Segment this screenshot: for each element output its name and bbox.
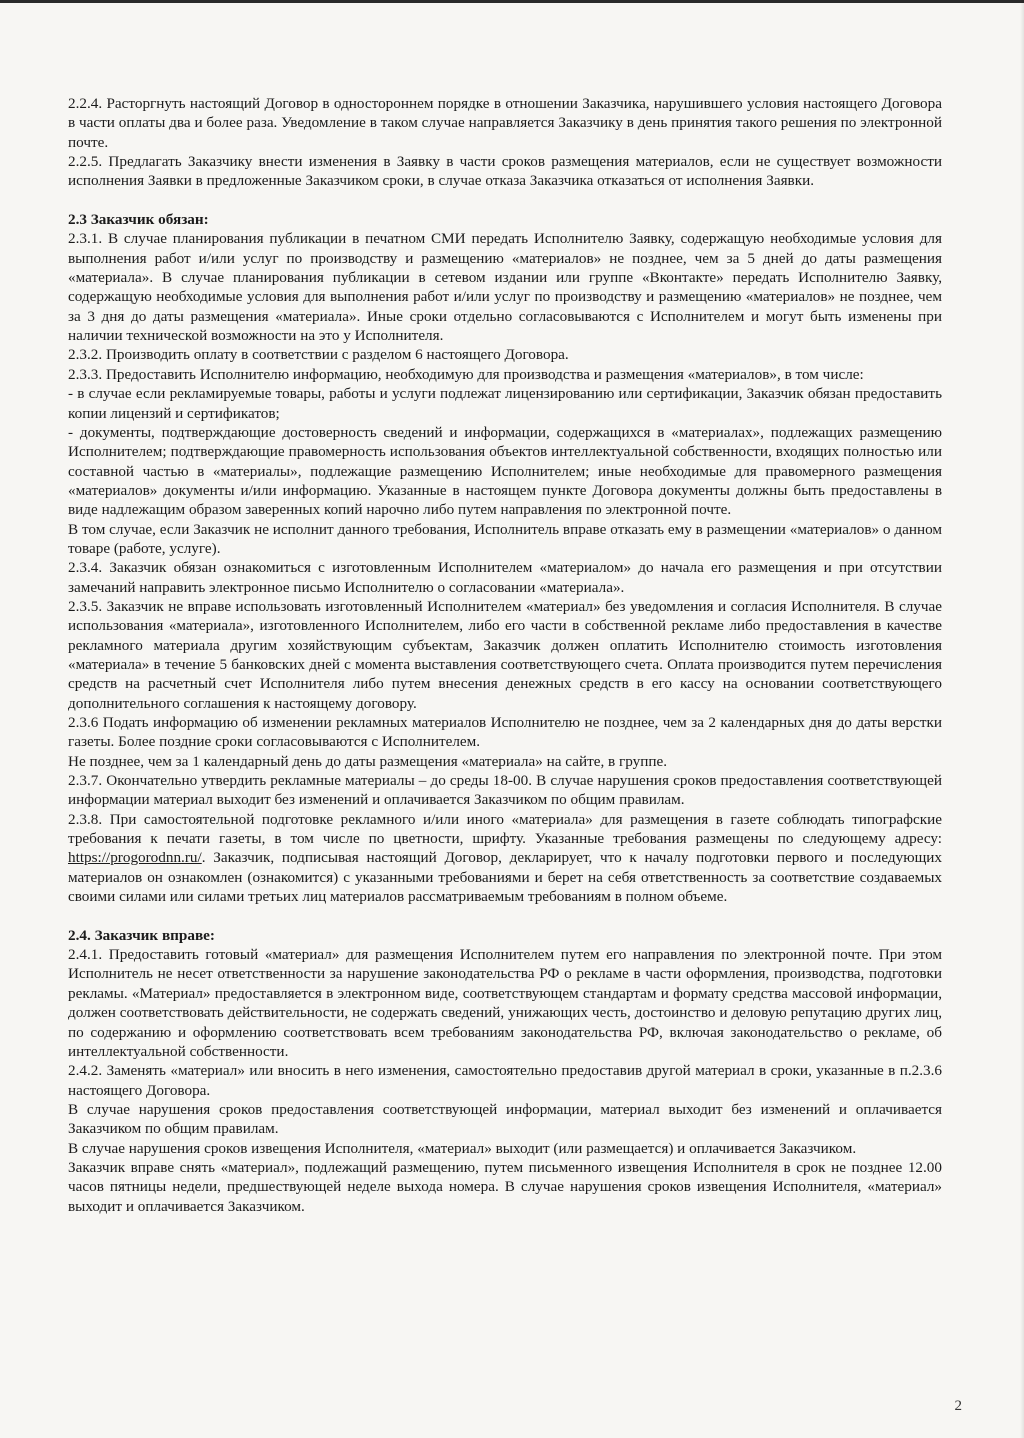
clause-2-3-4: 2.3.4. Заказчик обязан ознакомиться с изготовленным Исполнителем «материалом» до начала его размещения и при отсутствии замечаний направить электронное письмо Исполнителю о согласовании «материала». [68,559,942,596]
spacer [68,906,942,925]
clause-2-3-8-text-end: . Заказчик, подписывая настоящий Договор, декларирует, что к началу подготовки первого и последующих материалов он ознакомлен (ознакомится) с указанными требованиями и берет на себя ответственность за соответствие создаваемых своими силами или силами третьих лиц материалов рассматриваемым требованиям в полном объеме. [68,849,942,906]
spacer [68,191,942,210]
clause-2-3-8 [68,810,942,907]
clause-2-4-1: 2.4.1. Предоставить готовый «материал» для размещения Исполнителем путем его направления по электронной почте. При этом Исполнитель не несет ответственности за нарушение законодательства РФ о рекламе в части оформления, производства, подготовки рекламы. «Материал» предоставляется в электронном виде, соответствующем стандартам и формату средства массовой информации, должен соответствовать действительности, не содержать сведений, унижающих честь, достоинство и деловую репутацию других лиц, по содержанию и оформлению соответствовать всем требованиям законодательства РФ, включая законодательство о рекламе, об интеллектуальной собственности. [68,946,942,1060]
clause-2-3-3: 2.3.3. Предоставить Исполнителю информацию, необходимую для производства и размещения «материалов», в том числе: [68,365,864,383]
clause-2-3-2: 2.3.2. Производить оплату в соответствии с разделом 6 настоящего Договора. [68,346,569,364]
section-2-4-heading: 2.4. Заказчик вправе: [68,926,215,944]
clause-2-3-5: 2.3.5. Заказчик не вправе использовать изготовленный Исполнителем «материал» без уведомления и согласия Исполнителя. В случае использования «материала», изготовленного Исполнителем, либо его части в собственной рекламе либо предоставления в качестве рекламного материала другим хозяйствующим субъектам, Заказчик должен оплатить Исполнителю стоимость изготовления «материала» в течение 5 банковских дней с момента выставления соответствующего счета. Оплата производится путем перечисления средств на расчетный счет Исполнителя либо путем внесения денежных средств в его кассу на основании соответствующего дополнительного соглашения к настоящему договору. [68,597,942,712]
clause-2-4-2-late-info: В случае нарушения сроков предоставления соответствующей информации, материал выходит без изменений и оплачивается Заказчиком по общим правилам. [68,1100,942,1138]
clause-2-3-6-site: Не позднее, чем за 1 календарный день до даты размещения «материала» на сайте, в группе. [68,752,668,770]
clause-2-3-3-refusal: В том случае, если Заказчик не исполнит данного требования, Исполнитель вправе отказать ему в размещении «материалов» о данном товаре (работе, услуге). [68,520,942,557]
clause-2-3-8-text-start: 2.3.8. При самостоятельной подготовке рекламного и/или иного «материала» для размещения в газете соблюдать типографские требования к печати газеты, в том числе по цветности, шрифту. Указанные требования размещены по следующему адресу: [68,810,942,848]
contract-page [68,94,942,1216]
page-number: 2 [954,1398,962,1414]
clause-2-3-6: 2.3.6 Подать информацию об изменении рекламных материалов Исполнителю не позднее, чем за 2 календарных дня до даты верстки газеты. Более поздние сроки согласовываются с Исполнителем. [68,714,942,751]
clause-2-2-5: 2.2.5. Предлагать Заказчику внести изменения в Заявку в части сроков размещения материалов, если не существует возможности исполнения Заявки в предложенные Заказчиком сроки, в случае отказа Заказчика отказаться от исполнения Заявки. [68,153,942,190]
clause-2-4-2: 2.4.2. Заменять «материал» или вносить в него изменения, самостоятельно предоставив другой материал в сроки, указанные в п.2.3.6 настоящего Договора. [68,1062,942,1099]
scan-edge-top [0,0,1024,3]
scan-edge-right [1020,0,1024,1438]
clause-2-3-3-item-licenses: - в случае если рекламируемые товары, работы и услуги подлежат лицензированию или сертификации, Заказчик обязан предоставить копии лицензий и сертификатов; [68,385,942,422]
clause-2-3-1: 2.3.1. В случае планирования публикации в печатном СМИ передать Исполнителю Заявку, содержащую необходимые условия для выполнения работ и/или услуг по производству и размещению «материалов» не позднее, чем за 5 дней до даты размещения «материала». В случае планирования публикации в сетевом издании или группе «Вконтакте» передать Исполнителю Заявку, содержащую необходимые условия для выполнения работ и/или услуг по производству и размещению «материалов» не позднее, чем за 3 дня до даты размещения «материала». Иные сроки отдельно согласовываются с Исполнителем и могут быть изменены при наличии технической возможности на это у Исполнителя. [68,230,942,345]
clause-2-4-2-withdraw: Заказчик вправе снять «материал», подлежащий размещению, путем письменного извещения Исполнителя в срок не позднее 12.00 часов пятницы недели, предшествующей неделе выхода номера. В случае нарушения сроков извещения Исполнителя, «материал» выходит и оплачивается Заказчиком. [68,1158,942,1215]
clause-2-3-3-item-documents: - документы, подтверждающие достоверность сведений и информации, содержащихся в «материалах», подлежащих размещению Исполнителем; подтверждающие правомерность использования объектов интеллектуальной собственности, входящих полностью или составной частью в «материалы», подлежащие размещению Исполнителем; иные необходимые для правомерного размещения «материалов» документы и/или информацию. Указанные в настоящем пункте Договора документы должны быть предоставлены в виде надлежащим образом заверенных копий нарочно либо путем направления по электронной почте. [68,423,942,519]
clause-2-2-4: 2.2.4. Расторгнуть настоящий Договор в одностороннем порядке в отношении Заказчика, нарушившего условия настоящего Договора в части оплаты два и более раза. Уведомление в таком случае направляется Заказчику в день принятия такого решения по электронной почте. [68,95,942,151]
requirements-link[interactable]: https://progorodnn.ru/ [68,849,202,867]
clause-2-4-2-late-notice: В случае нарушения сроков извещения Исполнителя, «материал» выходит (или размещается) и оплачивается Заказчиком. [68,1139,857,1157]
clause-2-3-7: 2.3.7. Окончательно утвердить рекламные материалы – до среды 18-00. В случае нарушения сроков предоставления соответствующей информации материал выходит без изменений и оплачивается Заказчиком по общим правилам. [68,772,942,809]
section-2-3-heading: 2.3 Заказчик обязан: [68,211,209,229]
